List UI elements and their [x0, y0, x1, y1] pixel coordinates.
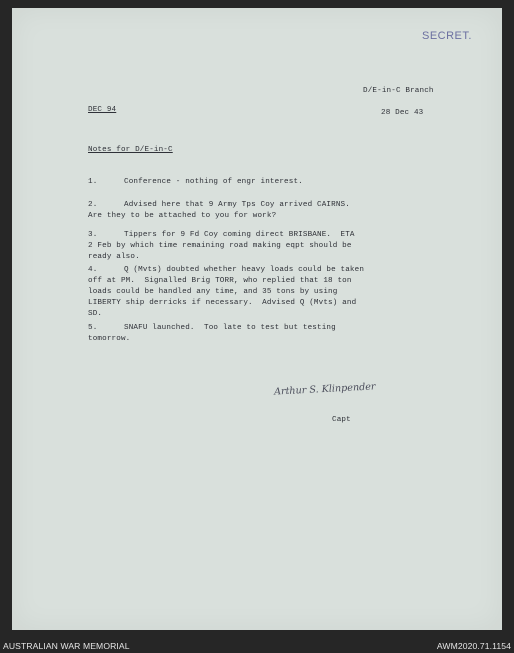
- reference-number: DEC 94: [88, 106, 117, 114]
- item-line: Advised here that 9 Army Tps Coy arrived CAIRNS.: [124, 201, 350, 209]
- archive-id: AWM2020.71.1154: [436, 641, 511, 651]
- item-number: 2.: [88, 201, 98, 209]
- item-line: loads could be handled any time, and 35 tons by using: [88, 288, 338, 296]
- secret-stamp: SECRET.: [422, 30, 472, 42]
- item-line: SNAFU launched. Too late to test but testing: [124, 324, 336, 332]
- item-number: 5.: [88, 324, 98, 332]
- item-line: Q (Mvts) doubted whether heavy loads could be taken: [124, 266, 365, 274]
- item-line: Conference - nothing of engr interest.: [124, 178, 303, 186]
- rank-signoff: Capt: [332, 416, 351, 424]
- item-line: ready also.: [88, 253, 140, 261]
- item-line: off at PM. Signalled Brig TORR, who replied that 18 ton: [88, 277, 352, 285]
- item-line: tomorrow.: [88, 335, 131, 343]
- document-page: [12, 8, 502, 630]
- item-number: 1.: [88, 178, 98, 186]
- memo-date: 28 Dec 43: [381, 109, 424, 117]
- item-line: Are they to be attached to you for work?: [88, 212, 277, 220]
- item-line: 2 Feb by which time remaining road making eqpt should be: [88, 242, 352, 250]
- branch-heading: D/E-in-C Branch: [363, 87, 434, 95]
- archive-caption: AUSTRALIAN WAR MEMORIAL: [3, 641, 130, 651]
- item-line: LIBERTY ship derricks if necessary. Advised Q (Mvts) and: [88, 299, 357, 307]
- memo-title: Notes for D/E-in-C: [88, 146, 173, 154]
- item-line: SD.: [88, 310, 103, 318]
- item-number: 4.: [88, 266, 98, 274]
- item-line: Tippers for 9 Fd Coy coming direct BRISBANE. ETA: [124, 231, 355, 239]
- item-number: 3.: [88, 231, 98, 239]
- handwritten-signature: Arthur S. Klinpender: [273, 381, 376, 398]
